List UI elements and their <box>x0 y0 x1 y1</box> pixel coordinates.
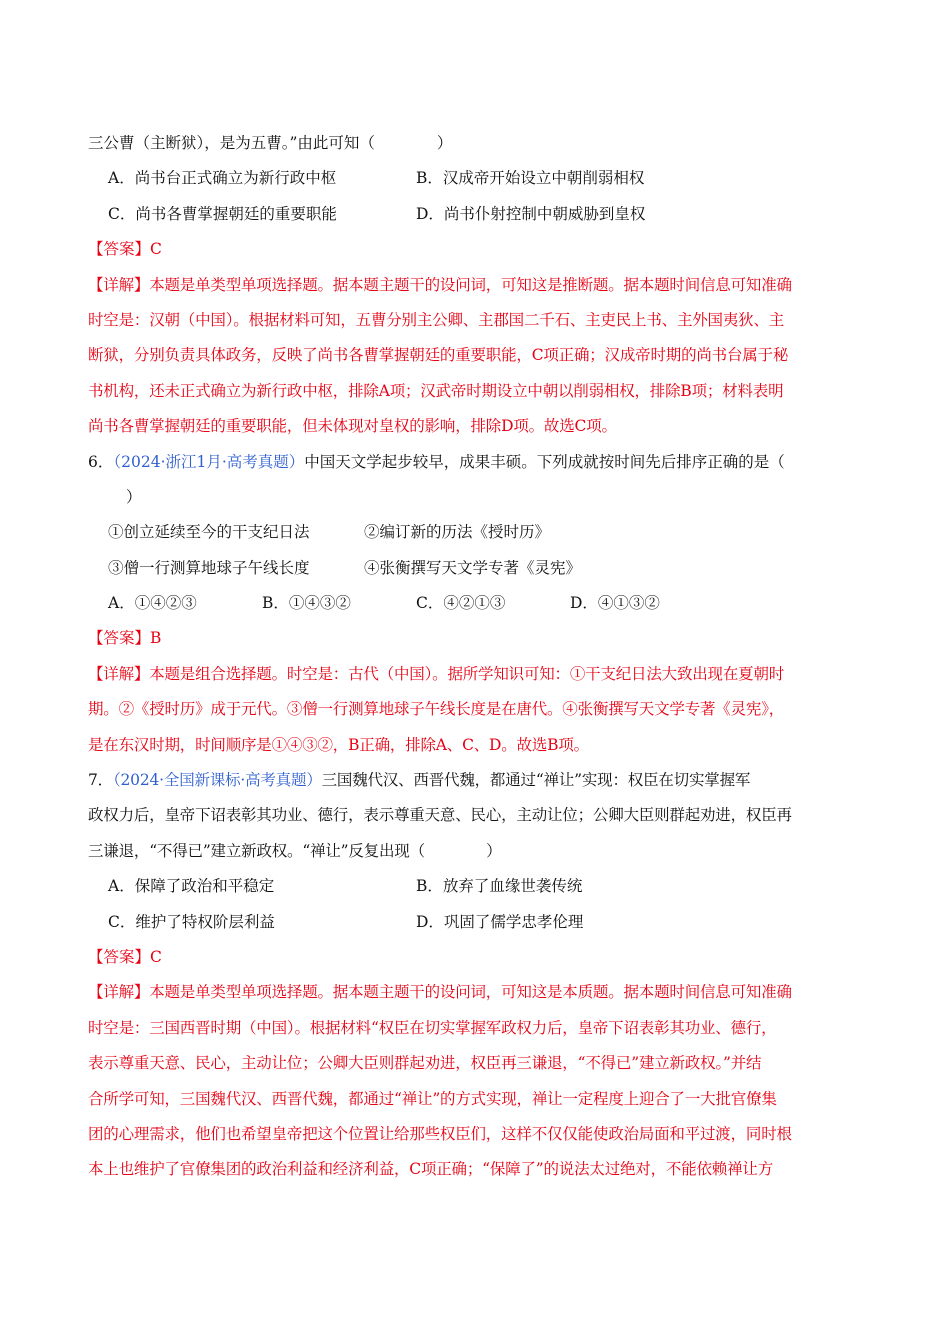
q7-explain-line-4: 合所学可知，三国魏代汉、西晋代魏，都通过“禅让”的方式实现，禅让一定程度上迎合了一大批官僚集 <box>88 1089 777 1108</box>
q7-stem-line-3: 三谦退，“不得已”建立新政权。“禅让”反复出现（ ） <box>88 841 502 860</box>
q6-option-a: A．①④②③ <box>108 594 197 613</box>
q5-explain-line-4: 书机构，还未正式确立为新行政中枢，排除A项；汉武帝时期设立中朝以削弱相权，排除B项；材料表明 <box>88 381 784 400</box>
q7-stem-text: 三国魏代汉、西晋代魏，都通过“禅让”实现：权臣在切实掌握军 <box>321 771 751 790</box>
q6-items-row-1 <box>88 515 864 550</box>
q5-answer: 【答案】C <box>88 240 162 259</box>
q5-options-row-1 <box>88 161 864 196</box>
q6-explain-label: 【详解】 <box>88 664 150 683</box>
q5-explain-line-2: 时空是：汉朝（中国）。根据材料可知，五曹分别主公卿、主郡国二千石、主吏民上书、主外国夷狄、主 <box>88 310 785 329</box>
q7-explain-line-1: 【详解】本题是单类型单项选择题。据本题主题干的设问词，可知这是本质题。据本题时间信息可知准确 <box>88 983 792 1002</box>
q5-explain-line-1: 【详解】本题是单类型单项选择题。据本题主题干的设问词，可知这是推断题。据本题时间信息可知准确 <box>88 275 792 294</box>
q5-option-d: D．尚书仆射控制中朝威胁到皇权 <box>416 204 646 223</box>
q7-options-row-2 <box>88 905 864 940</box>
q6-stem-close: ） <box>126 487 142 506</box>
q7-explain-line-2: 时空是：三国西晋时期（中国）。根据材料“权臣在切实掌握军政权力后，皇帝下诏表彰其功业、德行， <box>88 1018 777 1037</box>
q6-answer: 【答案】B <box>88 629 162 648</box>
q6-option-c: C．④②①③ <box>416 594 506 613</box>
q5-explain-label: 【详解】 <box>88 275 150 294</box>
q7-stem-line-2: 政权力后，皇帝下诏表彰其功业、德行，表示尊重天意、民心，主动让位；公卿大臣则群起劝进，权臣再 <box>88 806 792 825</box>
q7-option-a: A．保障了政治和平稳定 <box>108 877 275 896</box>
q7-explain-label: 【详解】 <box>88 983 150 1002</box>
q7-option-d: D．巩固了儒学忠孝伦理 <box>416 912 584 931</box>
q6-number: 6． <box>88 452 114 471</box>
q6-options-row <box>88 586 864 621</box>
q7-explain-line-3: 表示尊重天意、民心，主动让位；公卿大臣则群起劝进，权臣再三谦退，“不得已”建立新政权。”并结 <box>88 1054 762 1073</box>
q6-option-d: D．④①③② <box>570 594 660 613</box>
q5-option-b: B．汉成帝开始设立中朝削弱相权 <box>416 169 645 188</box>
q6-stem-text: 中国天文学起步较早，成果丰硕。下列成就按时间先后排序正确的是（ <box>304 452 785 471</box>
q5-option-c: C．尚书各曹掌握朝廷的重要职能 <box>108 204 337 223</box>
q6-items-row-2 <box>88 551 864 586</box>
q6-explain-line-3: 是在东汉时期，时间顺序是①④③②，B正确，排除A、C、D。故选B项。 <box>88 735 589 754</box>
q6-item-4: ④张衡撰写天文学专著《灵宪》 <box>364 558 582 577</box>
q7-answer: 【答案】C <box>88 947 162 966</box>
q5-explain-line-3: 断狱，分别负责具体政务，反映了尚书各曹掌握朝廷的重要职能，C项正确；汉成帝时期的尚书台属于秘 <box>88 346 789 365</box>
q7-option-b: B．放弃了血缘世袭传统 <box>416 877 583 896</box>
q6-source: （2024·浙江1月·高考真题） <box>113 452 305 471</box>
q6-item-2: ②编订新的历法《授时历》 <box>364 523 551 542</box>
q6-item-3: ③僧一行测算地球子午线长度 <box>108 558 310 577</box>
q5-explain-line-5: 尚书各曹掌握朝廷的重要职能，但未体现对皇权的影响，排除D项。故选C项。 <box>88 417 617 436</box>
q6-explain-line-2: 期。②《授时历》成于元代。③僧一行测算地球子午线长度是在唐代。④张衡撰写天文学专著《灵宪》， <box>88 700 785 719</box>
q6-explain-line-1: 【详解】本题是组合选择题。时空是：古代（中国）。据所学知识可知：①干支纪日法大致出现在夏朝时 <box>88 664 785 683</box>
q6-option-b: B．①④③② <box>262 594 351 613</box>
q7-option-c: C．维护了特权阶层利益 <box>108 912 275 931</box>
q7-explain-line-5: 团的心理需求，他们也希望皇帝把这个位置让给那些权臣们，这样不仅仅能使政治局面和平过渡，同时根 <box>88 1124 792 1143</box>
q5-options-row-2 <box>88 197 864 232</box>
q7-explain-line-6: 本上也维护了官僚集团的政治利益和经济利益，C项正确；“保障了”的说法太过绝对，不能依赖禅让方 <box>88 1160 774 1179</box>
q7-number: 7． <box>88 771 113 790</box>
q5-option-a: A．尚书台正式确立为新行政中枢 <box>108 169 337 188</box>
q6-stem <box>88 445 864 480</box>
q7-stem <box>88 763 864 798</box>
q5-stem-tail: 三公曹（主断狱），是为五曹。”由此可知（ ） <box>88 134 453 152</box>
q7-source: （2024·全国新课标·高考真题） <box>112 771 322 790</box>
q7-options-row-1 <box>88 869 864 904</box>
q6-item-1: ①创立延续至今的干支纪日法 <box>108 523 310 542</box>
